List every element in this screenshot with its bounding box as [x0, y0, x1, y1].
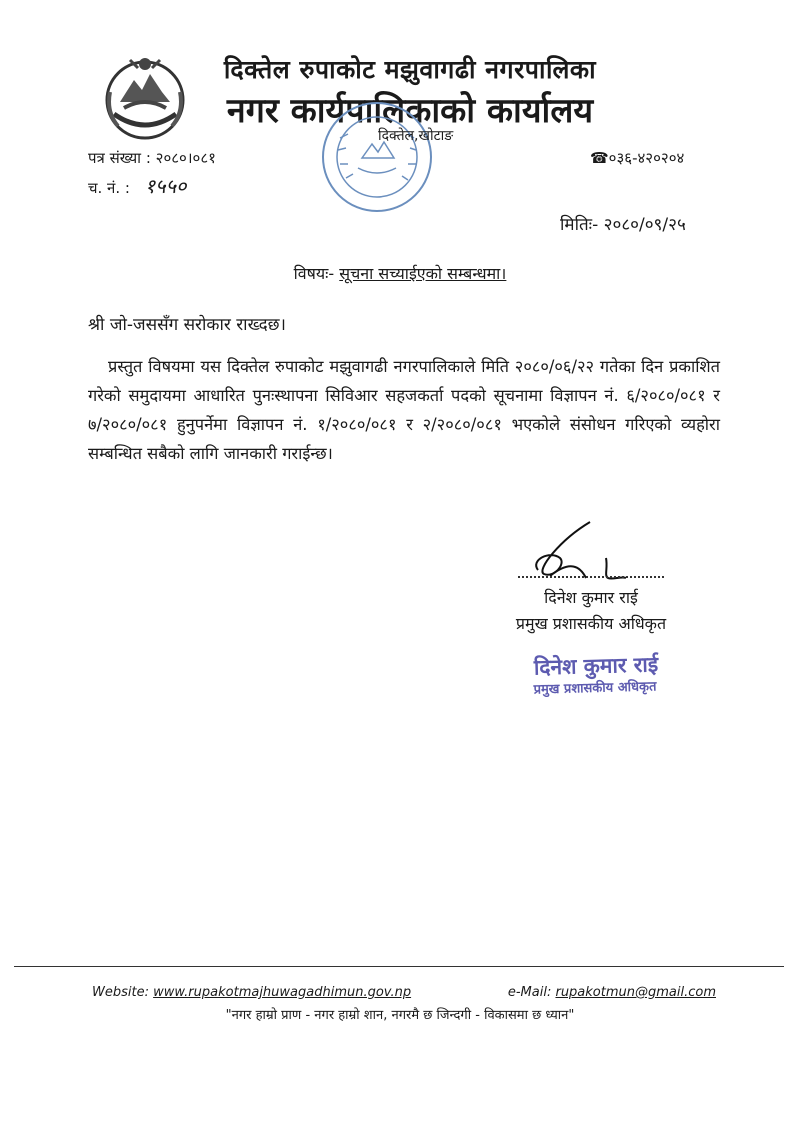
- subject-text: सूचना सच्याईएको सम्बन्धमा।: [339, 264, 507, 283]
- signer-name: दिनेश कुमार राई: [544, 588, 638, 607]
- letter-body: प्रस्तुत विषयमा यस दिक्तेल रुपाकोट मझुवागढी नगरपालिकाले मिति २०८०/०६/२२ गतेका दिन प्रकाशित गरेको समुदायमा आधारित पुनःस्थापना सिविआर सहजकर्ता पदको सूचनामा विज्ञापन नं. ६/२०८०/०८१ र ७/२०८०/०८१ हुनुपर्नेमा विज्ञापन नं. १/२०८०/०८१ र २/२०८०/०८१ भएकोले संसोधन गरिएको व्यहोरा सम्बन्धित सबैको लागि जानकारी गराईन्छ।: [88, 357, 720, 463]
- nepal-emblem-icon: [100, 52, 190, 142]
- official-seal-icon: [318, 98, 436, 216]
- email-link[interactable]: rupakotmun@gmail.com: [555, 985, 716, 1000]
- dispatch-number-value: १५५०: [144, 174, 187, 198]
- letter-date: मितिः- २०८०/०९/२५: [560, 215, 686, 235]
- website-link[interactable]: www.rupakotmajhuwagadhimun.gov.np: [153, 985, 412, 1000]
- handwritten-signature: [520, 520, 660, 592]
- website-label: Website:: [92, 985, 149, 1000]
- email-block: [508, 985, 716, 1000]
- addressee: श्री जो-जससँग सरोकार राख्दछ।: [88, 315, 286, 335]
- footer-divider: [14, 966, 784, 967]
- signature-line: [518, 576, 664, 578]
- stamp-signer-title: प्रमुख प्रशासकीय अधिकृत: [533, 679, 657, 698]
- stamp-signer-name: दिनेश कुमार राई: [533, 652, 659, 680]
- municipality-name: दिक्तेल रुपाकोट मझुवागढी नगरपालिका: [223, 55, 597, 84]
- dispatch-number-label: च. नं. :: [88, 179, 130, 197]
- letter-number: पत्र संख्या : २०८०।०८१: [88, 149, 216, 167]
- letter-subject: [0, 262, 800, 284]
- footer-contacts: [92, 985, 716, 1000]
- signer-title: प्रमुख प्रशासकीय अधिकृत: [515, 614, 667, 633]
- phone-number: ☎०३६-४२०२०४: [590, 149, 685, 167]
- office-name: नगर कार्यपालिकाको कार्यालय: [226, 91, 594, 131]
- subject-label: विषयः-: [293, 264, 335, 283]
- footer-slogan: "नगर हाम्रो प्राण - नगर हाम्रो शान, नगरमै छ जिन्दगी - विकासमा छ ध्यान": [225, 1008, 575, 1023]
- office-location: दिक्तेल,खोटाङ: [378, 128, 454, 144]
- dispatch-number: [88, 172, 186, 199]
- email-label: e-Mail:: [507, 985, 552, 1000]
